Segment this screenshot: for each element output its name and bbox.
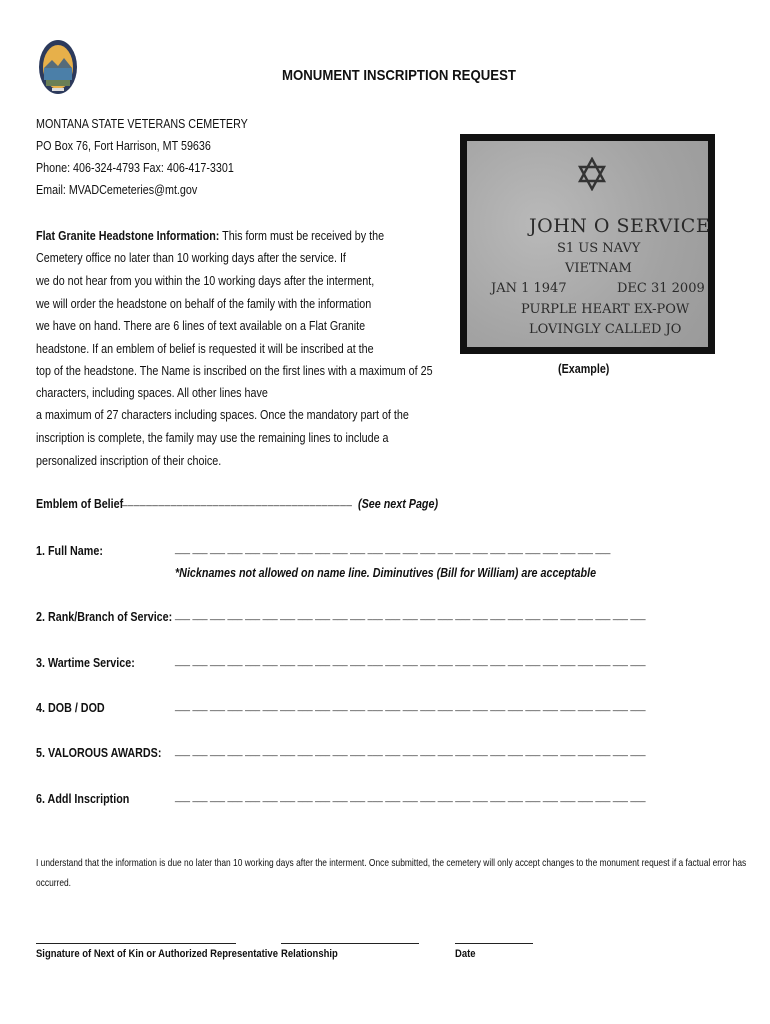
field-label-dob-dod: 4. DOB / DOD — [36, 701, 105, 715]
field-label-rank-branch: 2. Rank/Branch of Service: — [36, 610, 173, 624]
addl-inscription-input[interactable]: ___ ___ ___ ___ ___ ___ ___ ___ ___ ___ ___ ___ ___ ___ ___ ___ ___ ___ ___ ___ ___ ___ ___ ___ ___ ___ ___ — [175, 792, 646, 802]
signature-label: Signature of Next of Kin or Authorized Representative — [36, 948, 278, 960]
info-first-line — [36, 229, 384, 243]
relationship-input[interactable] — [281, 943, 419, 944]
stone-inscription: LOVINGLY CALLED JO — [529, 322, 682, 337]
example-caption: (Example) — [558, 362, 610, 376]
montana-seal-icon — [38, 38, 78, 96]
cemetery-phone-fax: Phone: 406-324-4793 Fax: 406-417-3301 — [36, 161, 234, 175]
info-line-0: This form must be received by the — [219, 229, 385, 243]
stone-name: JOHN O SERVICE — [529, 215, 711, 237]
info-line: we do not hear from you within the 10 working days after the interment, — [36, 274, 375, 288]
cemetery-name: MONTANA STATE VETERANS CEMETERY — [36, 117, 248, 131]
info-line: characters, including spaces. All other lines have — [36, 386, 268, 400]
rank-branch-input[interactable]: ___ ___ ___ ___ ___ ___ ___ ___ ___ ___ ___ ___ ___ ___ ___ ___ ___ ___ ___ ___ ___ ___ ___ ___ ___ ___ ___ — [175, 610, 646, 620]
nickname-note: *Nicknames not allowed on name line. Diminutives (Bill for William) are acceptable — [175, 566, 597, 580]
date-input[interactable] — [455, 943, 533, 944]
dob-dod-input[interactable]: ___ ___ ___ ___ ___ ___ ___ ___ ___ ___ ___ ___ ___ ___ ___ ___ ___ ___ ___ ___ ___ ___ ___ ___ ___ ___ ___ — [175, 701, 646, 711]
page-title: MONUMENT INSCRIPTION REQUEST — [282, 67, 516, 84]
full-name-input[interactable]: ___ ___ ___ ___ ___ ___ ___ ___ ___ ___ ___ ___ ___ ___ ___ ___ ___ ___ ___ ___ ___ ___ ___ ___ ___ — [175, 544, 611, 554]
info-line: headstone. If an emblem of belief is requested it will be inscribed at the — [36, 342, 374, 356]
info-line: we will order the headstone on behalf of the family with the information — [36, 297, 372, 311]
cemetery-address: PO Box 76, Fort Harrison, MT 59636 — [36, 139, 211, 153]
stone-dob: JAN 1 1947 — [491, 281, 567, 296]
info-line: a maximum of 27 characters including spaces. Once the mandatory part of the — [36, 408, 409, 422]
stone-rank: S1 US NAVY — [557, 241, 641, 256]
field-label-addl-inscription: 6. Addl Inscription — [36, 792, 130, 806]
date-label: Date — [455, 948, 476, 960]
emblem-note: (See next Page) — [358, 497, 439, 511]
info-line: Cemetery office no later than 10 working days after the service. If — [36, 251, 346, 265]
cemetery-email: Email: MVADCemeteries@mt.gov — [36, 183, 198, 197]
example-headstone-photo — [460, 134, 715, 354]
info-line: inscription is complete, the family may use the remaining lines to include a — [36, 431, 389, 445]
field-label-wartime-service: 3. Wartime Service: — [36, 656, 135, 670]
info-line: we have on hand. There are 6 lines of text available on a Flat Granite — [36, 319, 366, 333]
acknowledgement-line-2: occurred. — [36, 877, 72, 889]
emblem-input[interactable]: ______________________________________ — [122, 496, 353, 507]
relationship-label: Relationship — [281, 948, 338, 960]
headstone-surface — [467, 141, 711, 347]
info-line: personalized inscription of their choice. — [36, 454, 222, 468]
stone-awards: PURPLE HEART EX-POW — [521, 302, 690, 317]
signature-input[interactable] — [36, 943, 236, 944]
info-line: top of the headstone. The Name is inscribed on the first lines with a maximum of 25 — [36, 364, 433, 378]
field-label-valorous-awards: 5. VALOROUS AWARDS: — [36, 746, 162, 760]
stone-dod: DEC 31 2009 — [617, 281, 705, 296]
field-label-full-name: 1. Full Name: — [36, 544, 103, 558]
info-heading: Flat Granite Headstone Information: — [36, 229, 220, 243]
stone-war: VIETNAM — [565, 261, 632, 276]
star-of-david-icon — [577, 157, 607, 191]
valorous-awards-input[interactable]: ___ ___ ___ ___ ___ ___ ___ ___ ___ ___ ___ ___ ___ ___ ___ ___ ___ ___ ___ ___ ___ ___ ___ ___ ___ ___ ___ — [175, 746, 646, 756]
acknowledgement-line-1: I understand that the information is due no later than 10 working days after the interment. Once submitted, the cemetery will only accept changes to the monument request if a factual error has — [36, 857, 747, 869]
emblem-label: Emblem of Belief — [36, 497, 124, 511]
wartime-service-input[interactable]: ___ ___ ___ ___ ___ ___ ___ ___ ___ ___ ___ ___ ___ ___ ___ ___ ___ ___ ___ ___ ___ ___ ___ ___ ___ ___ ___ — [175, 656, 646, 666]
